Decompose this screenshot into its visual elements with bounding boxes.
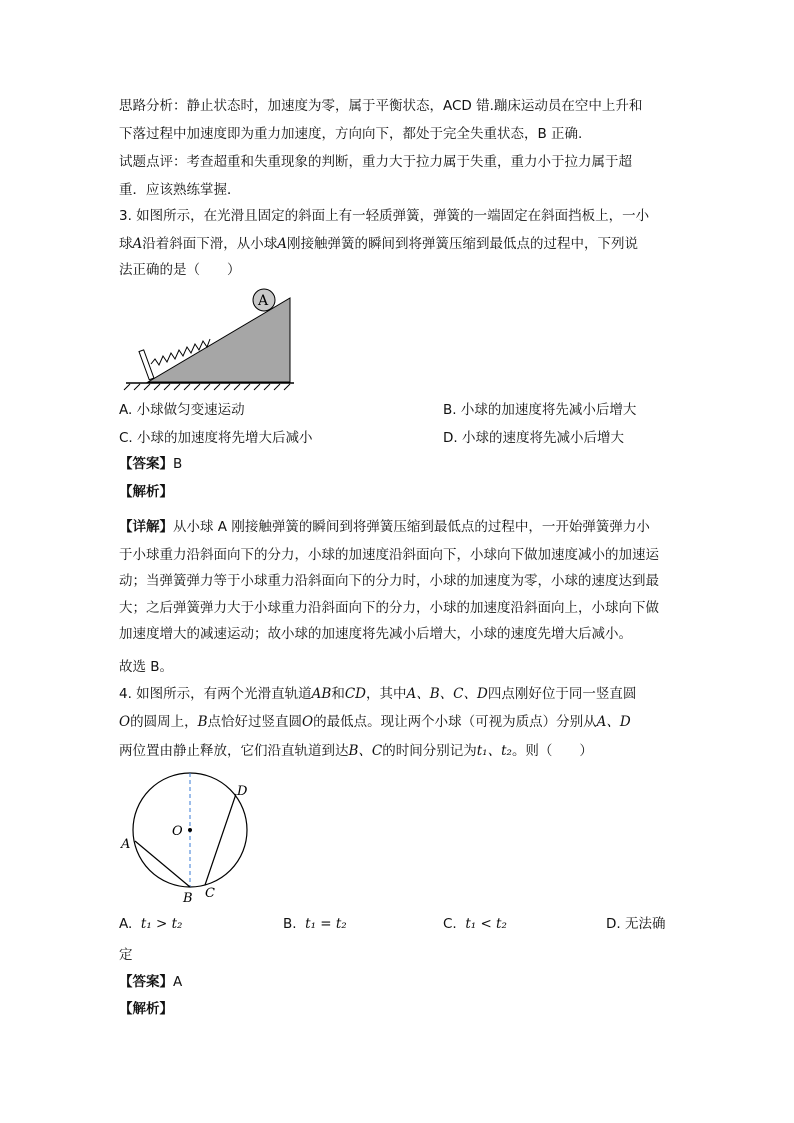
q3-stem-line-3: 法正确的是（ ） [119,262,241,278]
label-o: O [172,824,183,839]
q3-stem-line-2: 球A沿着斜面下滑，从小球A刚接触弹簧的瞬间到将弹簧压缩到最低点的过程中，下列说 [119,236,638,252]
ball-a-label: A [258,293,269,309]
q3-stem-line-1: 3. 如图所示，在光滑且固定的斜面上有一轻质弹簧，弹簧的一端固定在斜面挡板上，一小 [119,208,650,224]
q3-detail-line-4: 大；之后弹簧弹力大于小球重力沿斜面向下的分力，小球的加速度沿斜面向上，小球向下做 [119,600,659,616]
q4-stem-line-3: 两位置由静止释放，它们沿直轨道到达B、C的时间分别记为t₁、t₂。则（ ） [119,743,593,759]
q4-option-d[interactable]: D. 无法确 [606,916,666,932]
q4-stem-line-2: O的圆周上，B点恰好过竖直圆O的最低点。现让两个小球（可视为质点）分别从A、D [119,714,631,730]
incline-block [148,298,290,382]
barrier-plate [139,350,154,380]
q3-analysis-tag: 【解析】 [119,484,173,500]
track-cd [205,794,236,885]
q3-detail-line-1: 【详解】从小球 A 刚接触弹簧的瞬间到将弹簧压缩到最低点的过程中，一开始弹簧弹力小 [119,519,650,535]
q3-option-d[interactable]: D. 小球的速度将先减小后增大 [443,430,624,446]
analysis-line-1: 思路分析：静止状态时，加速度为零，属于平衡状态，ACD 错.蹦床运动员在空中上升和 [119,98,643,114]
q4-option-a[interactable]: A. t₁ > t₂ [119,916,183,932]
circle-tracks-figure [115,772,265,907]
incline-spring-figure [118,284,298,392]
q3-detail-line-3: 动；当弹簧弹力等于小球重力沿斜面向下的分力时，小球的加速度为零，小球的速度达到最 [119,573,659,589]
label-b: B [183,891,193,906]
q4-stem-line-1: 4. 如图所示，有两个光滑直轨道AB和CD，其中A、B、C、D四点刚好位于同一竖直圆 [119,686,637,702]
q4-answer: 【答案】A [119,974,183,990]
label-a: A [121,837,131,852]
label-c: C [205,886,215,901]
q3-option-b[interactable]: B. 小球的加速度将先减小后增大 [443,402,637,418]
q4-analysis-tag: 【解析】 [119,1001,173,1017]
q4-option-c[interactable]: C. t₁ < t₂ [443,916,507,932]
q3-option-a[interactable]: A. 小球做匀变速运动 [119,402,245,418]
q4-option-b[interactable]: B. t₁ = t₂ [283,916,347,932]
q3-detail-line-2: 于小球重力沿斜面向下的分力，小球的加速度沿斜面向下，小球向下做加速度减小的加速运 [119,547,659,563]
q4-option-d-wrap: 定 [119,947,133,963]
q3-answer: 【答案】B [119,456,183,472]
q3-conclusion: 故选 B。 [119,659,174,675]
q3-option-c[interactable]: C. 小球的加速度将先增大后减小 [119,430,313,446]
comment-line-2: 重．应该熟练掌握． [119,182,241,198]
label-d: D [237,784,248,799]
comment-line-1: 试题点评：考查超重和失重现象的判断，重力大于拉力属于失重，重力小于拉力属于超 [119,154,632,170]
analysis-line-2: 下落过程中加速度即为重力加速度，方向向下，都处于完全失重状态，B 正确. [119,126,583,142]
center-point [188,828,192,832]
q3-detail-line-5: 加速度增大的减速运动；故小球的加速度将先减小后增大，小球的速度先增大后减小。 [119,626,632,642]
